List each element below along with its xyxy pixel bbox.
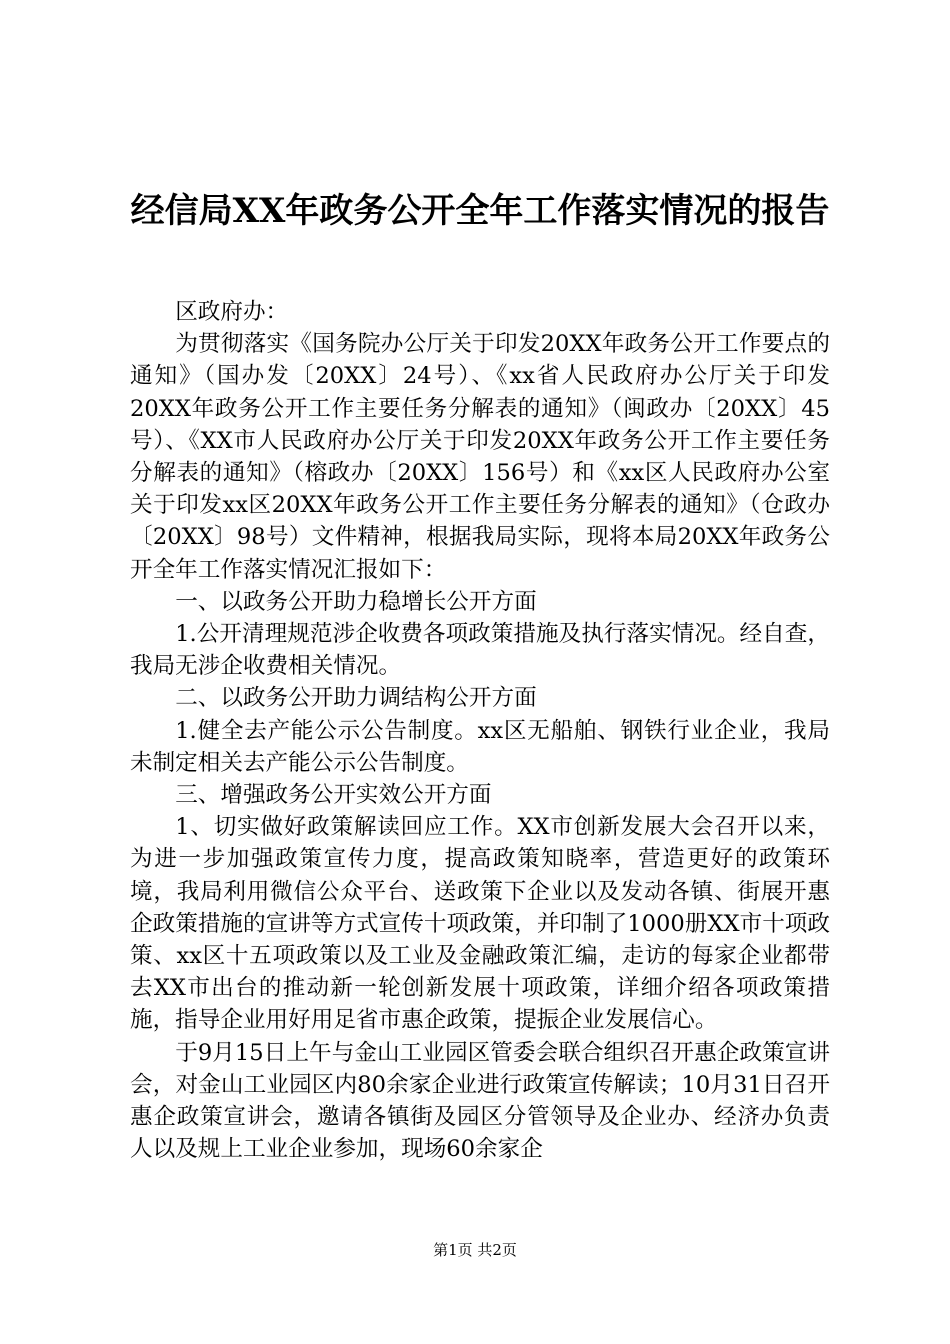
document-body: [130, 296, 830, 1165]
body-paragraph: 为贯彻落实《国务院办公厅关于印发20XX年政务公开工作要点的通知》（国办发〔20XX〕24号）、《xx省人民政府办公厅关于印发20XX年政务公开工作主要任务分解表的通知》（闽政办〔20XX〕45号）、《XX市人民政府办公厅关于印发20XX年政务公开工作主要任务分解表的通知》（榕政办〔20XX〕156号）和《xx区人民政府办公室关于印发xx区20XX年政务公开工作主要任务分解表的通知》（仓政办〔20XX〕98号）文件精神，根据我局实际，现将本局20XX年政务公开全年工作落实情况汇报如下：: [130, 331, 830, 583]
body-paragraph: 于9月15日上午与金山工业园区管委会联合组织召开惠企政策宣讲会，对金山工业园区内80余家企业进行政策宣传解读；10月31日召开惠企政策宣讲会，邀请各镇街及园区分管领导及企业办、经济办负责人以及规上工业企业参加，现场60余家企: [130, 1039, 830, 1163]
section-heading: 二、以政务公开助力调结构公开方面: [175, 685, 537, 712]
salutation: 区政府办：: [175, 299, 289, 325]
section-heading: 一、以政务公开助力稳增长公开方面: [175, 588, 537, 615]
document-title: 经信局XX年政务公开全年工作落实情况的报告: [130, 191, 830, 231]
body-paragraph: 1.健全去产能公示公告制度。xx区无船舶、钢铁行业企业，我局未制定相关去产能公示公告制度。: [130, 717, 830, 776]
section-heading: 三、增强政务公开实效公开方面: [175, 782, 492, 809]
page-footer: 第1页 共2页: [433, 1241, 517, 1259]
body-paragraph: 1、切实做好政策解读回应工作。XX市创新发展大会召开以来，为进一步加强政策宣传力度，提高政策知晓率，营造更好的政策环境，我局利用微信公众平台、送政策下企业以及发动各镇、街展开惠企政策措施的宣讲等方式宣传十项政策，并印制了1000册XX市十项政策、xx区十五项政策以及工业及金融政策汇编，走访的每家企业都带去XX市出台的推动新一轮创新发展十项政策，详细介绍各项政策措施，指导企业用好用足省市惠企政策，提振企业发展信心。: [130, 814, 830, 1034]
body-paragraph: 1.公开清理规范涉企收费各项政策措施及执行落实情况。经自查，我局无涉企收费相关情况。: [130, 621, 830, 680]
